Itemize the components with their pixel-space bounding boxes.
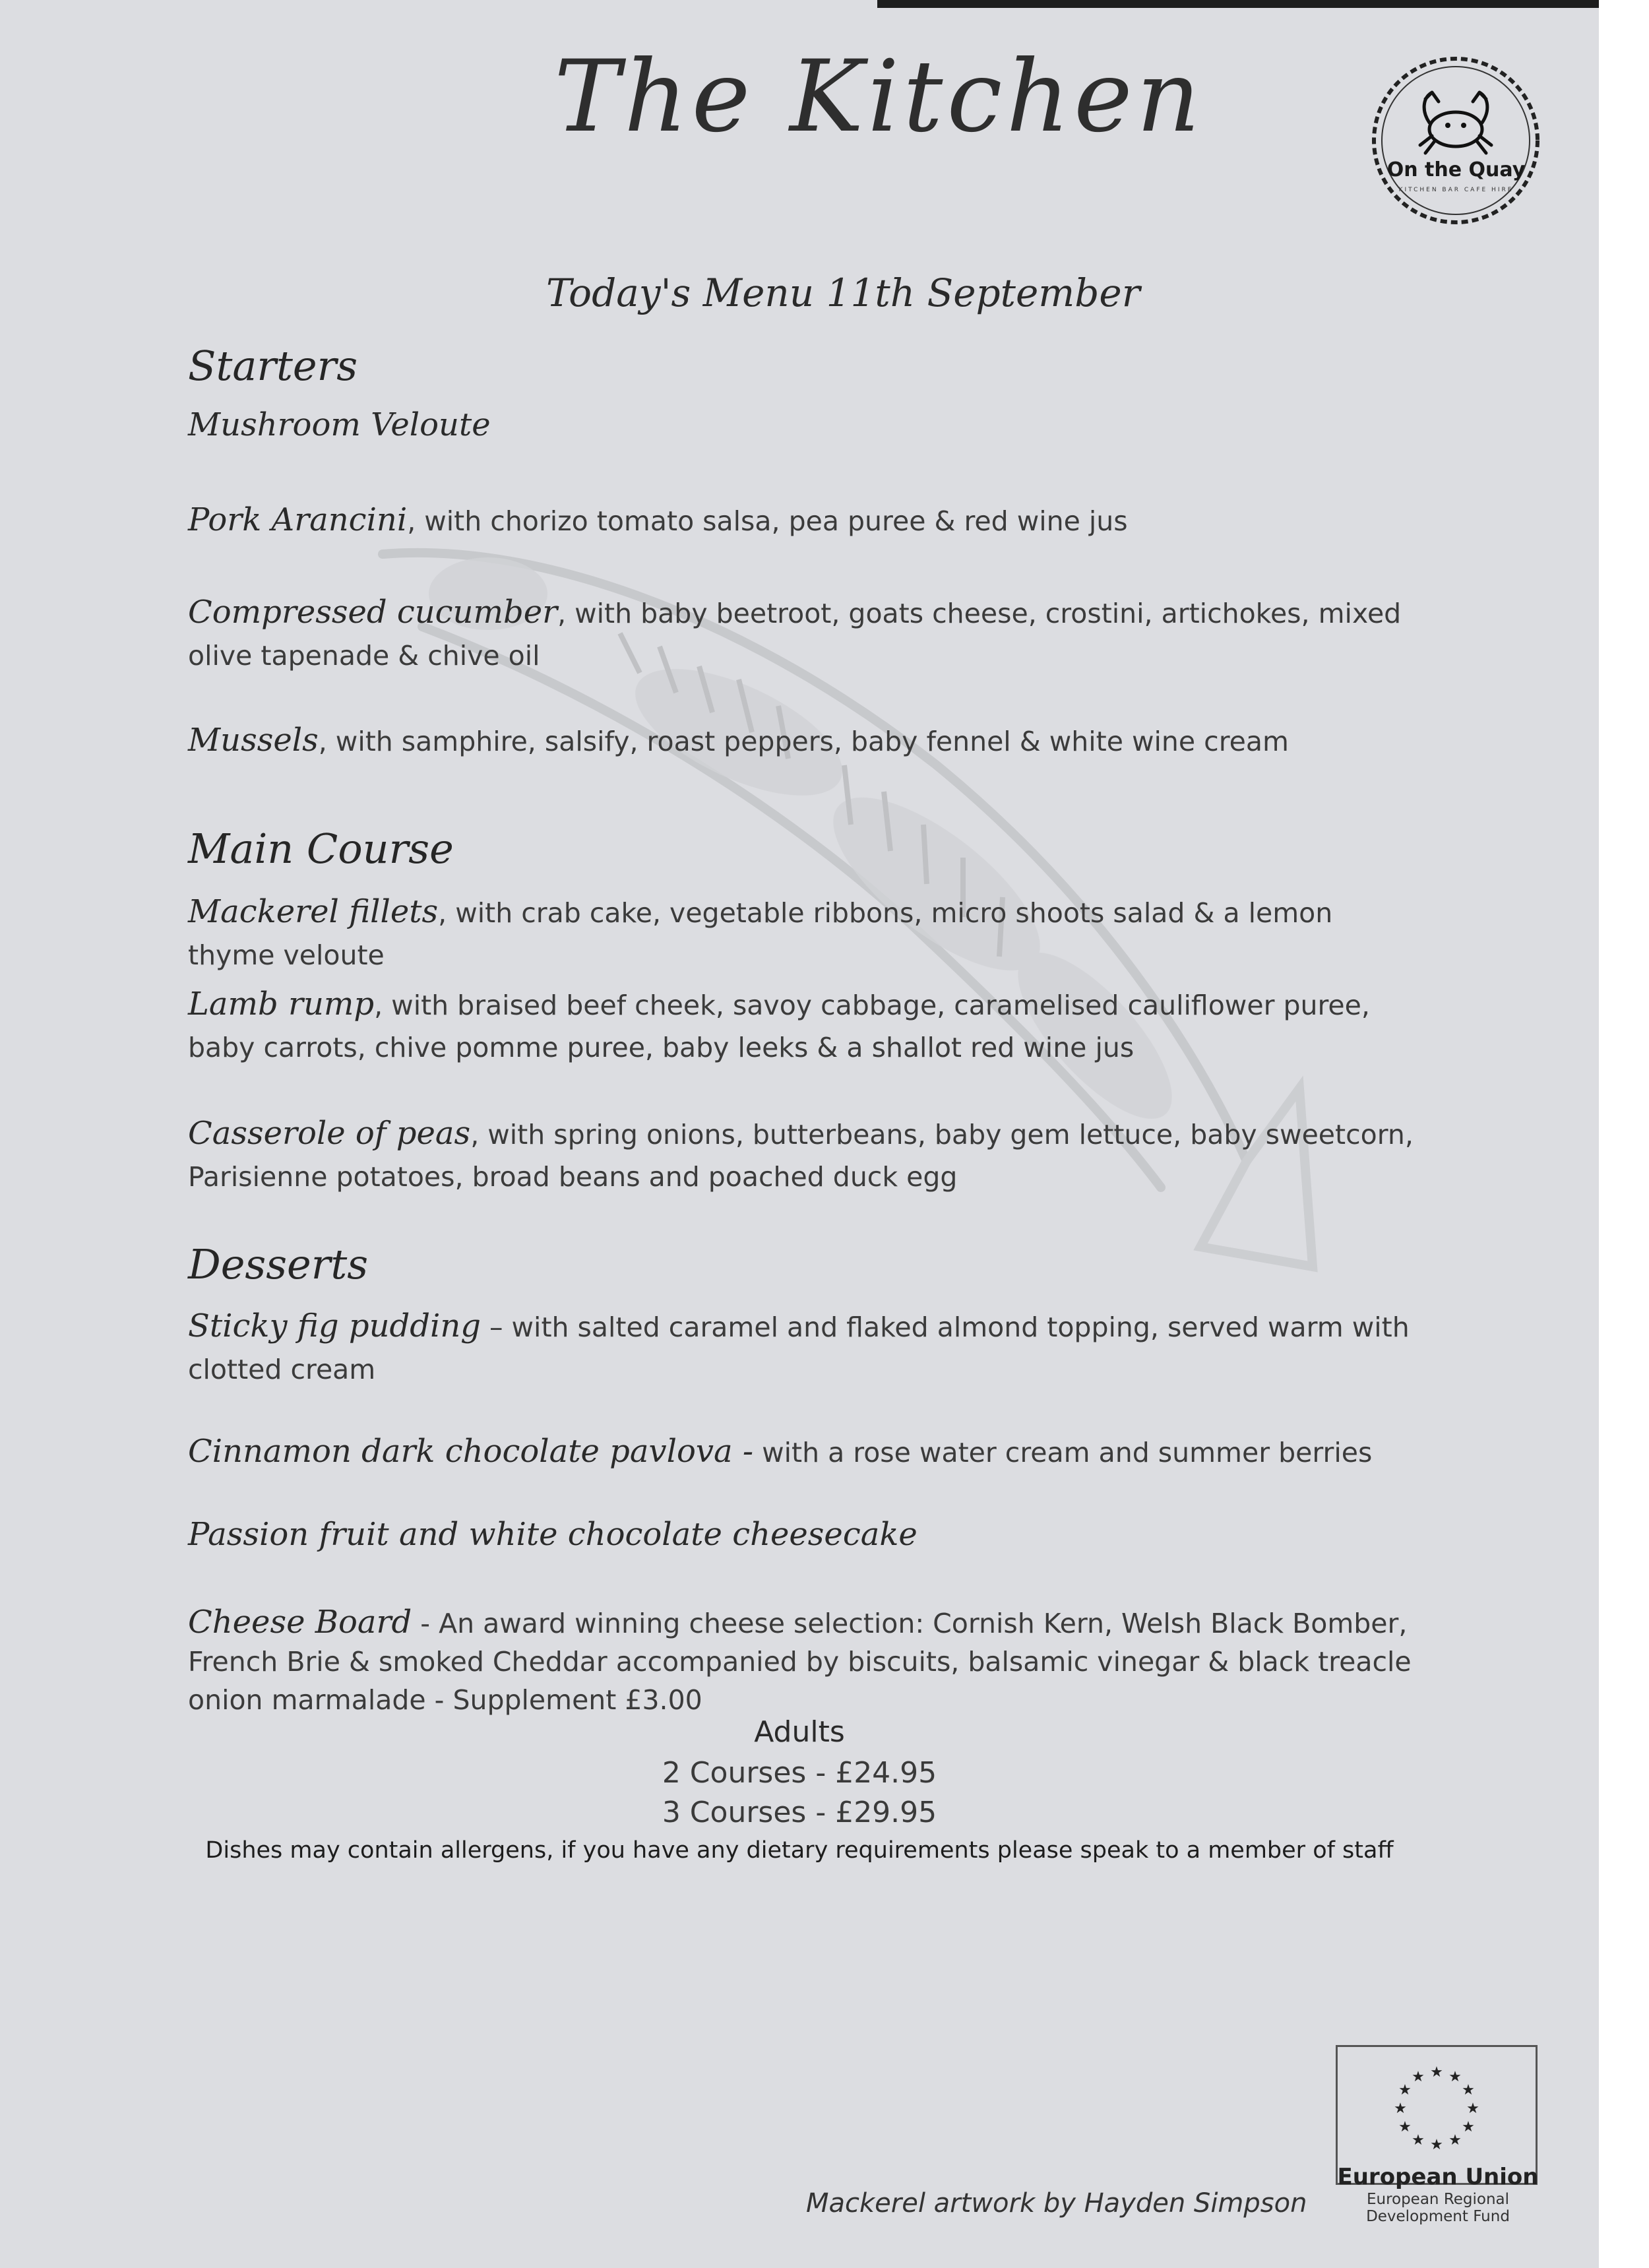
menu-item-desc: - An award winning cheese selection: Cornish Kern, Welsh Black Bomber, French Brie & smoked Cheddar accompanied by biscuits, balsamic vinegar & black treacle onion marmalade - Supplement £3.00 (188, 1608, 1412, 1716)
menu-date-heading: Today's Menu 11th September (546, 270, 1140, 315)
menu-item (188, 1305, 1421, 1391)
menu-item-desc: – with salted caramel and flaked almond topping, served warm with clotted cream (188, 1311, 1410, 1385)
menu-item (188, 1112, 1421, 1198)
menu-item-name: Pork Arancini (188, 501, 408, 538)
menu-item-name: Passion fruit and white chocolate cheesecake (188, 1516, 918, 1553)
menu-item-desc: , with crab cake, vegetable ribbons, micro shoots salad & a lemon thyme veloute (188, 897, 1333, 971)
eu-subtitle-line: Development Fund (1366, 2208, 1510, 2225)
svg-text:★: ★ (1462, 2119, 1475, 2135)
svg-text:★: ★ (1394, 2100, 1407, 2117)
menu-item (188, 499, 1421, 542)
svg-text:★: ★ (1412, 2132, 1425, 2149)
pricing-heading: Adults (754, 1715, 845, 1749)
svg-text:★: ★ (1398, 2082, 1412, 2098)
menu-item-desc: with a rose water cream and summer berries (753, 1437, 1373, 1468)
menu-item (188, 719, 1421, 763)
page-title: The Kitchen (554, 40, 1204, 154)
menu-item-desc: , with braised beef cheek, savoy cabbage, caramelised cauliflower puree, baby carrots, chive pomme puree, baby leeks & a shallot red wine jus (188, 990, 1370, 1063)
svg-text:★: ★ (1412, 2069, 1425, 2085)
menu-item-name: Sticky fig pudding (188, 1307, 481, 1344)
menu-item-name: Compressed cucumber (188, 594, 558, 631)
svg-text:★: ★ (1398, 2119, 1412, 2135)
artwork-credit: Mackerel artwork by Hayden Simpson (806, 2188, 1307, 2219)
menu-item-desc: , with baby beetroot, goats cheese, crostini, artichokes, mixed olive tapenade & chive oil (188, 598, 1402, 672)
menu-item (188, 404, 1421, 447)
menu-item (188, 983, 1421, 1069)
logo-name: On the Quay (1386, 158, 1526, 181)
eu-subtitle (1326, 2191, 1550, 2225)
menu-item-name: Casserole of peas (188, 1115, 471, 1152)
eu-subtitle-line: European Regional (1366, 2191, 1510, 2208)
menu-item (188, 891, 1421, 976)
scan-edge-line (877, 0, 1599, 8)
crab-icon (1420, 92, 1491, 153)
section-title-starters: Starters (188, 342, 358, 390)
menu-item-name: Cheese Board (188, 1604, 412, 1641)
menu-item-desc: , with spring onions, butterbeans, baby gem lettuce, baby sweetcorn, Parisienne potatoes, broad beans and poached duck egg (188, 1119, 1414, 1193)
menu-item-name: Mushroom Veloute (188, 406, 491, 443)
menu-item-name: Cinnamon dark chocolate pavlova - (188, 1433, 754, 1470)
eu-title: European Union (1337, 2164, 1539, 2190)
svg-text:★: ★ (1466, 2100, 1479, 2117)
section-title-main-course: Main Course (188, 825, 454, 873)
menu-item-desc: , with samphire, salsify, roast peppers, baby fennel & white wine cream (318, 726, 1289, 757)
section-title-desserts: Desserts (188, 1240, 369, 1288)
menu-item (188, 591, 1421, 677)
price-two-courses: 2 Courses - £24.95 (662, 1756, 937, 1790)
menu-item (188, 1603, 1421, 1719)
svg-text:★: ★ (1448, 2069, 1462, 2085)
allergen-note: Dishes may contain allergens, if you have any dietary requirements please speak to a member of staff (205, 1837, 1394, 1864)
svg-text:★: ★ (1430, 2064, 1443, 2081)
svg-text:★: ★ (1448, 2132, 1462, 2149)
price-three-courses: 3 Courses - £29.95 (662, 1796, 937, 1829)
menu-item (188, 1513, 1421, 1557)
eu-stars-icon (1338, 2047, 1536, 2183)
menu-item-name: Mussels (188, 722, 319, 759)
logo-tagline: KITCHEN BAR CAFE HIRE (1398, 187, 1514, 193)
menu-item-desc: , with chorizo tomato salsa, pea puree & red wine jus (407, 505, 1128, 537)
on-the-quay-logo (1369, 51, 1543, 230)
svg-text:★: ★ (1462, 2082, 1475, 2098)
menu-item-name: Lamb rump (188, 986, 375, 1023)
svg-text:★: ★ (1430, 2137, 1443, 2153)
menu-item-name: Mackerel fillets (188, 893, 439, 930)
menu-item (188, 1430, 1421, 1474)
